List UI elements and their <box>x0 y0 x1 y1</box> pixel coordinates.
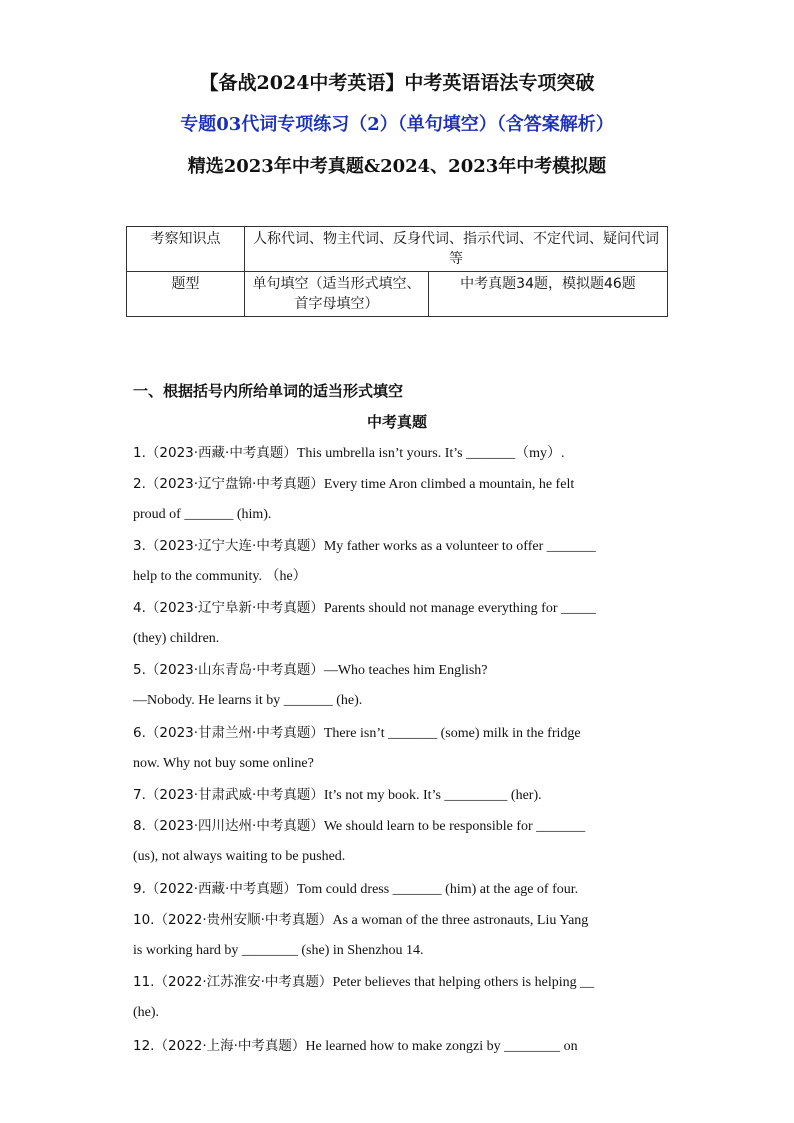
question-source: （2023·山东青岛·中考真题） <box>145 662 324 678</box>
question-text: Parents should not manage everything for _____ <box>323 601 597 616</box>
question-item <box>133 879 663 900</box>
question-item <box>133 474 663 495</box>
table-cell-label: 题型 <box>127 272 245 317</box>
question-item <box>133 910 663 931</box>
question-item <box>133 972 663 993</box>
question-continuation: help to the community. （he） <box>133 569 307 584</box>
question-source: （2022·江苏淮安·中考真题） <box>154 974 333 990</box>
question-continuation: is working hard by ________ (she) in Shenzhou 14. <box>133 943 424 958</box>
question-continuation: (he). <box>133 1005 160 1020</box>
question-source: （2022·贵州安顺·中考真题） <box>154 912 333 928</box>
question-continuation: (they) children. <box>133 631 220 646</box>
question-item <box>133 785 663 806</box>
question-source: （2023·西藏·中考真题） <box>145 445 297 461</box>
table-row <box>127 227 668 272</box>
question-source: （2023·四川达州·中考真题） <box>145 818 324 834</box>
question-item <box>133 443 663 464</box>
question-text: This umbrella isn’t yours. It’s _______（my）. <box>296 446 565 461</box>
document-subtitle: 专题03代词专项练习（2）（单句填空）（含答案解析） <box>180 114 614 135</box>
table-cell-type: 单句填空（适当形式填空、首字母填空） <box>245 272 429 317</box>
question-text: —Who teaches him English? <box>323 663 488 678</box>
section-heading: 一、根据括号内所给单词的适当形式填空 <box>133 382 404 400</box>
table-cell-value: 人称代词、物主代词、反身代词、指示代词、不定代词、疑问代词等 <box>245 227 668 272</box>
table-cell-count: 中考真题34题，模拟题46题 <box>429 272 668 317</box>
question-number: 7. <box>133 787 146 803</box>
question-number: 11. <box>133 974 155 990</box>
question-number: 4. <box>133 600 146 616</box>
question-source: （2023·辽宁盘锦·中考真题） <box>145 476 324 492</box>
question-source: （2022·西藏·中考真题） <box>145 881 297 897</box>
question-source: （2023·甘肃武威·中考真题） <box>145 787 324 803</box>
document-subtitle-2: 精选2023年中考真题&2024、2023年中考模拟题 <box>187 156 607 177</box>
question-item <box>133 598 663 619</box>
question-number: 12. <box>133 1038 155 1054</box>
question-continuation: (us), not always waiting to be pushed. <box>133 849 346 864</box>
question-number: 9. <box>133 881 146 897</box>
document-title: 【备战2024中考英语】中考英语语法专项突破 <box>199 72 595 94</box>
table-cell-label: 考察知识点 <box>127 227 245 272</box>
question-source: （2023·甘肃兰州·中考真题） <box>145 725 324 741</box>
question-item <box>133 1036 663 1057</box>
question-text: My father works as a volunteer to offer _______ <box>323 539 596 554</box>
section-subheading: 中考真题 <box>366 413 427 431</box>
question-number: 6. <box>133 725 146 741</box>
question-text: He learned how to make zongzi by ________ on <box>305 1039 578 1054</box>
question-item <box>133 536 663 557</box>
question-continuation: proud of _______ (him). <box>133 507 272 522</box>
question-text: It’s not my book. It’s _________ (her). <box>323 788 542 803</box>
question-item <box>133 660 663 681</box>
question-number: 1. <box>133 445 146 461</box>
question-text: As a woman of the three astronauts, Liu Yang <box>332 913 589 928</box>
question-text: Peter believes that helping others is helping __ <box>332 975 595 990</box>
question-number: 2. <box>133 476 146 492</box>
question-continuation: now. Why not buy some online? <box>133 756 314 771</box>
question-item <box>133 723 663 744</box>
question-text: Every time Aron climbed a mountain, he felt <box>323 477 575 492</box>
question-number: 3. <box>133 538 146 554</box>
info-table <box>126 226 668 317</box>
table-row <box>127 272 668 317</box>
question-source: （2023·辽宁大连·中考真题） <box>145 538 324 554</box>
question-continuation: —Nobody. He learns it by _______ (he). <box>133 693 363 708</box>
question-source: （2022·上海·中考真题） <box>154 1038 306 1054</box>
question-item <box>133 816 663 837</box>
question-text: There isn’t _______ (some) milk in the fridge <box>323 726 581 741</box>
question-number: 10. <box>133 912 155 928</box>
question-text: Tom could dress _______ (him) at the age of four. <box>296 882 579 897</box>
question-number: 5. <box>133 662 146 678</box>
question-source: （2023·辽宁阜新·中考真题） <box>145 600 324 616</box>
question-number: 8. <box>133 818 146 834</box>
question-text: We should learn to be responsible for _______ <box>323 819 586 834</box>
